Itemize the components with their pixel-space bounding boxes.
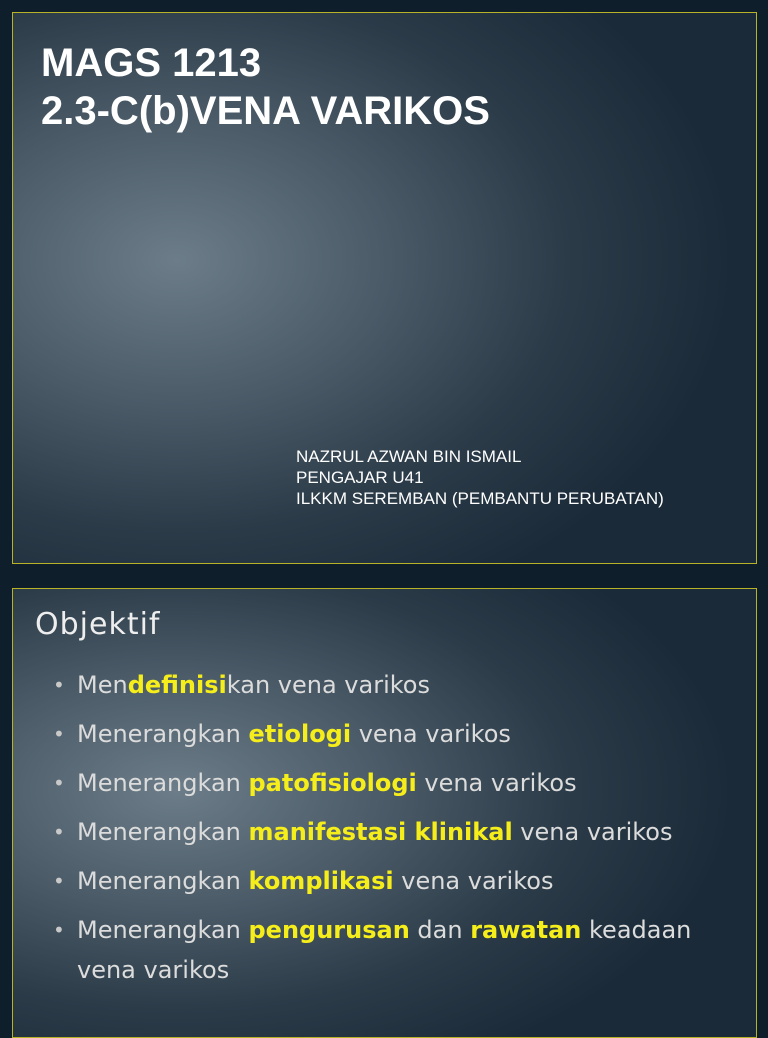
list-item: • Menerangkan manifestasi klinikal vena varikos [53,812,743,852]
list-item: • Menerangkan komplikasi vena varikos [53,861,743,901]
list-item: • Menerangkan pengurusan dan rawatan keadaan vena varikos [53,910,743,990]
topic-title: 2.3-C(b)VENA VARIKOS [41,89,490,133]
list-item: • Menerangkan patofisiologi vena varikos [53,763,743,803]
objectives-list [53,665,743,999]
bullet-icon: • [53,918,65,942]
list-item: • Mendefinisikan vena varikos [53,665,743,705]
highlight-term: rawatan [470,916,582,944]
highlight-term: manifestasi klinikal [248,818,513,846]
author-block [296,446,664,509]
highlight-term: patofisiologi [248,769,417,797]
title-slide [12,12,757,564]
highlight-term: pengurusan [248,916,410,944]
author-name: NAZRUL AZWAN BIN ISMAIL [296,447,522,466]
objectives-slide [12,588,757,1038]
author-role: PENGAJAR U41 [296,468,424,487]
highlight-term: etiologi [248,720,352,748]
course-code: MAGS 1213 [41,41,262,85]
slide-title [41,39,490,135]
objectives-heading: Objektif [35,607,161,642]
bullet-icon: • [53,869,65,893]
bullet-icon: • [53,820,65,844]
highlight-term: komplikasi [248,867,394,895]
list-item: • Menerangkan etiologi vena varikos [53,714,743,754]
bullet-icon: • [53,771,65,795]
bullet-icon: • [53,673,65,697]
author-institution: ILKKM SEREMBAN (PEMBANTU PERUBATAN) [296,489,664,508]
highlight-term: definisi [127,671,227,699]
bullet-icon: • [53,722,65,746]
